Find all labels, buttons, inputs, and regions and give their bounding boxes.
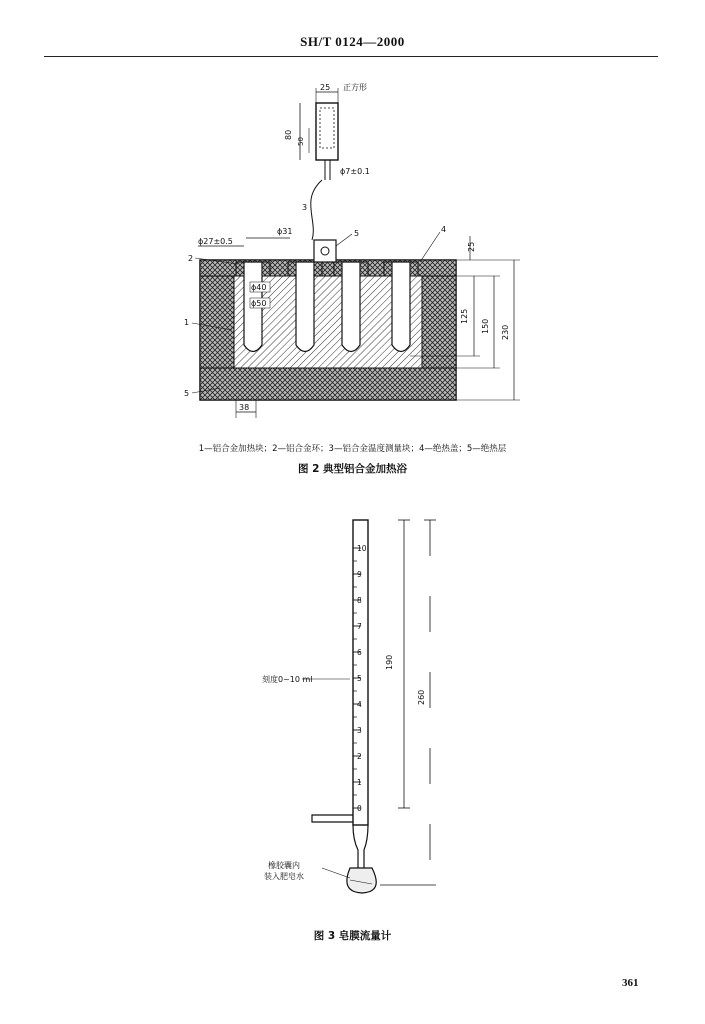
phi7-label: ϕ7±0.1: [340, 167, 370, 176]
dim-25-top: 25: [320, 83, 331, 92]
label-1: 1: [184, 318, 190, 327]
square-label: 正方形: [343, 83, 367, 92]
scale-mark-label: 6: [357, 648, 362, 657]
dim-150: 150: [481, 318, 490, 334]
scale-mark-label: 0: [357, 804, 362, 813]
scale-mark-label: 7: [357, 622, 362, 631]
dim-25-right: 25: [467, 241, 476, 252]
label-4: 4: [441, 225, 447, 234]
label-2: 2: [188, 254, 194, 263]
dim-125: 125: [460, 308, 469, 324]
label-3: 3: [302, 203, 308, 212]
scale-mark-label: 9: [357, 570, 362, 579]
label-5b: 5: [184, 389, 190, 398]
phi27-label: ϕ27±0.5: [198, 237, 233, 246]
scale-mark-label: 3: [357, 726, 362, 735]
running-header: SH/T 0124—2000: [300, 34, 405, 49]
dim-260: 260: [417, 689, 426, 705]
phi50-label: ϕ50: [251, 299, 267, 308]
figure-3-caption: 图 3 皂膜流量计: [313, 930, 392, 942]
scale-mark-label: 5: [357, 674, 362, 683]
phi31-label: ϕ31: [277, 227, 293, 236]
rubber-label-1: 橡胶囊内: [268, 861, 300, 870]
label-5: 5: [354, 229, 360, 238]
scale-mark-label: 1: [357, 778, 362, 787]
dim-38: 38: [239, 403, 250, 412]
phi40-label: ϕ40: [251, 283, 267, 292]
figure-2-caption: 图 2 典型铝合金加热浴: [297, 463, 408, 475]
scale-label: 刻度0~10 ml: [262, 675, 313, 684]
scale-mark-label: 8: [357, 596, 362, 605]
rubber-label-2: 装入肥皂水: [264, 872, 304, 881]
scale-mark-label: 10: [357, 544, 367, 553]
scale-mark-label: 4: [357, 700, 362, 709]
dim-230: 230: [501, 324, 510, 340]
dim-80: 80: [284, 129, 293, 140]
figure-2-legend: 1—铝合金加热块；2—铝合金环；3—铝合金温度测量块；4—绝热盖；5—绝热层: [198, 444, 507, 454]
dim-190: 190: [385, 654, 394, 670]
dim-50-probe: 50: [297, 137, 305, 146]
page-number: 361: [622, 977, 639, 989]
scale-mark-label: 2: [357, 752, 362, 761]
